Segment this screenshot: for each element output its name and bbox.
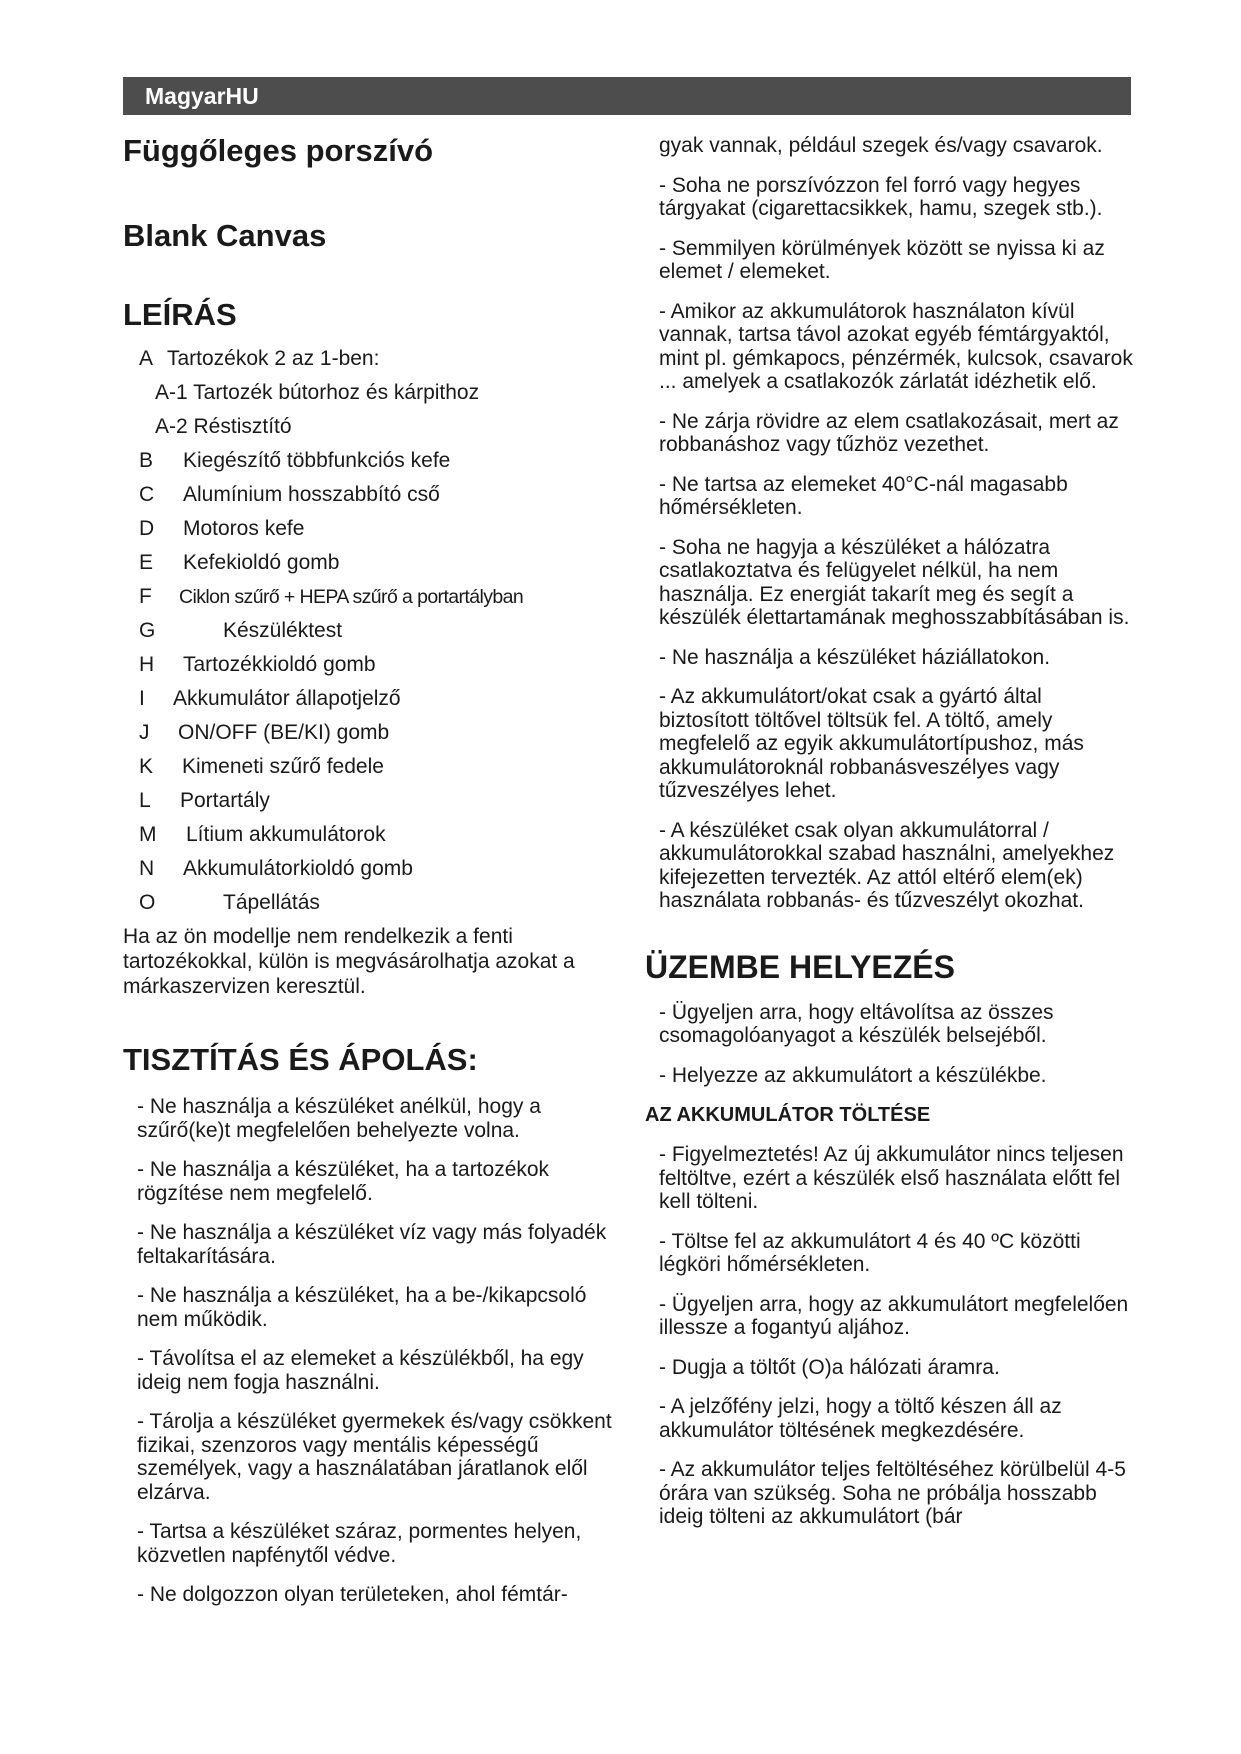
part-label: Kefekioldó gomb [183,551,340,574]
part-label: Akkumulátorkioldó gomb [183,857,413,880]
charging-item: - Az akkumulátor teljes feltöltéséhez körülbelül 4-5 órára van szükség. Soha ne próbálja hosszabb ideig tölteni az akkumulátort (bár [659,1458,1126,1528]
part-label: Ciklon szűrő + HEPA szűrő a portartályban [179,586,524,608]
right-column [645,126,1135,1545]
safety-item: - Ne tartsa az elemeket 40°C-nál magasabb hőmérsékleten. [659,472,1068,519]
part-item [123,346,628,380]
left-column [123,126,628,1623]
part-label: Készüléktest [223,619,343,642]
part-item [123,856,628,890]
part-label: Portartály [180,789,270,812]
setup-item: - Helyezze az akkumulátort a készülékbe. [659,1063,1047,1087]
part-code: J [139,721,150,744]
setup-heading: ÜZEMBE HELYEZÉS [645,948,955,985]
charging-item: - Dugja a töltőt (O)a hálózati áramra. [659,1355,1000,1379]
language-header-bar [123,77,1131,115]
part-label: Tartozékok 2 az 1-ben: [167,347,380,370]
part-label: A-2 Réstisztító [155,415,292,438]
part-item [123,380,628,414]
part-item [123,890,628,924]
part-label: ON/OFF (BE/KI) gomb [178,721,390,744]
cleaning-list [123,1095,628,1607]
part-code: B [139,449,154,472]
setup-item: - Ügyeljen arra, hogy eltávolítsa az összes csomagolóanyagot a készülék belsejéből. [659,1000,1054,1047]
cleaning-item: - Tárolja a készüléket gyermekek és/vagy csökkent fizikai, szenzoros vagy mentális képességű személyek, vagy a használatában járatlanok elől elzárva. [137,1410,612,1504]
safety-item: - Az akkumulátort/okat csak a gyártó által biztosított töltővel töltsük fel. A töltő, amely megfelelő az egyik akkumulátortípushoz, más akkumulátoroknál robbanásveszélyes vagy tűzveszélyes lehet. [659,685,1084,802]
part-item [123,482,628,516]
charging-item: - Töltse fel az akkumulátort 4 és 40 ºC közötti légköri hőmérsékleten. [659,1229,1081,1276]
part-code: N [139,857,155,880]
safety-item: - Amikor az akkumulátorok használaton kívül vannak, tartsa távol azokat egyéb fémtárgyaktól, mint pl. gémkapocs, pénzérmék, kulcsok, csavarok ... amelyek a csatlakozók zárlatát idézhetik elő. [659,299,1133,393]
document-title: Függőleges porszívó [123,133,434,168]
part-code: M [139,823,157,846]
part-item [123,516,628,550]
part-label: Alumínium hosszabbító cső [183,483,440,506]
part-code: G [139,619,156,642]
part-code: L [139,789,151,812]
safety-continuation: gyak vannak, például szegek és/vagy csavarok. [659,134,1103,157]
cleaning-item: - Tartsa a készüléket száraz, pormentes helyen, közvetlen napfénytől védve. [137,1520,582,1567]
part-item [123,788,628,822]
part-code: K [139,755,154,778]
safety-item: - Soha ne hagyja a készüléket a hálózatra csatlakoztatva és felügyelet nélkül, ha nem használja. Ez energiát takarít meg és segít a készülék élettartamának meghosszabbításában is. [659,535,1130,629]
part-label: A-1 Tartozék bútorhoz és kárpithoz [155,381,480,404]
part-label: Motoros kefe [183,517,305,540]
safety-item: - Soha ne porszívózzon fel forró vagy hegyes tárgyakat (cigarettacsikkek, hamu, szegek stb.). [659,173,1103,220]
safety-item: - Ne zárja rövidre az elem csatlakozásait, mert az robbanáshoz vagy tűzhöz vezethet. [659,409,1119,456]
cleaning-item: - Ne használja a készüléket víz vagy más folyadék feltakarítására. [137,1221,607,1268]
language-label: MagyarHU [145,83,259,109]
safety-item: - Ne használja a készüléket háziállatokon. [659,645,1051,669]
cleaning-item: - Ne használja a készüléket anélkül, hogy a szűrő(ke)t megfelelően behelyezte volna. [137,1095,541,1142]
part-label: Tartozékkioldó gomb [183,653,376,676]
charging-item: - Ügyeljen arra, hogy az akkumulátort megfelelően illessze a fogantyú aljához. [659,1292,1129,1339]
part-item [123,414,628,448]
part-label: Kiegészítő többfunkciós kefe [183,449,451,472]
cleaning-item: - Ne dolgozzon olyan területeken, ahol fémtár- [137,1583,568,1606]
part-item [123,822,628,856]
part-item [123,584,628,618]
part-code: I [139,687,145,710]
part-code: H [139,653,155,676]
description-heading: LEÍRÁS [123,297,237,332]
part-label: Akkumulátor állapotjelző [173,687,401,710]
charging-item: - Figyelmeztetés! Az új akkumulátor nincs teljesen feltöltve, ezért a készülék első használata előtt fel kell tölteni. [659,1143,1124,1213]
safety-list [645,134,1135,913]
part-item [123,686,628,720]
part-code: C [139,483,155,506]
part-code: D [139,517,155,540]
charging-heading: AZ AKKUMULÁTOR TÖLTÉSE [645,1104,931,1126]
part-item [123,550,628,584]
setup-list [645,1001,1135,1088]
parts-list [123,346,628,924]
cleaning-item: - Távolítsa el az elemeket a készülékből, ha egy ideig nem fogja használni. [137,1347,584,1394]
part-item [123,618,628,652]
part-code: E [139,551,154,574]
part-code: A [139,347,154,370]
part-item [123,448,628,482]
part-item [123,754,628,788]
cleaning-heading: TISZTÍTÁS ÉS ÁPOLÁS: [123,1042,478,1077]
cleaning-item: - Ne használja a készüléket, ha a tartozékok rögzítése nem megfelelő. [137,1158,550,1205]
part-code: O [139,891,156,914]
document-subtitle: Blank Canvas [123,218,327,253]
part-label: Tápellátás [223,891,320,914]
charging-list [645,1143,1135,1529]
part-code: F [139,585,152,608]
part-label: Kimeneti szűrő fedele [182,755,384,778]
cleaning-item: - Ne használja a készüléket, ha a be-/kikapcsoló nem működik. [137,1284,587,1331]
part-item [123,652,628,686]
part-label: Lítium akkumulátorok [186,823,386,846]
safety-item: - A készüléket csak olyan akkumulátorral / akkumulátorokkal szabad használni, amelyekhez kifejezetten tervezték. Az attól eltérő elem(ek) használata robbanás- és tűzveszélyt okozhat. [659,818,1115,912]
charging-item: - A jelzőfény jelzi, hogy a töltő készen áll az akkumulátor töltésének megkezdésére. [659,1395,1062,1442]
accessory-note: Ha az ön modellje nem rendelkezik a fenti tartozékokkal, külön is megvásárolhatja azokat a márkaszervizen keresztül. [123,925,575,998]
safety-item: - Semmilyen körülmények között se nyissa ki az elemet / elemeket. [659,236,1105,283]
part-item [123,720,628,754]
